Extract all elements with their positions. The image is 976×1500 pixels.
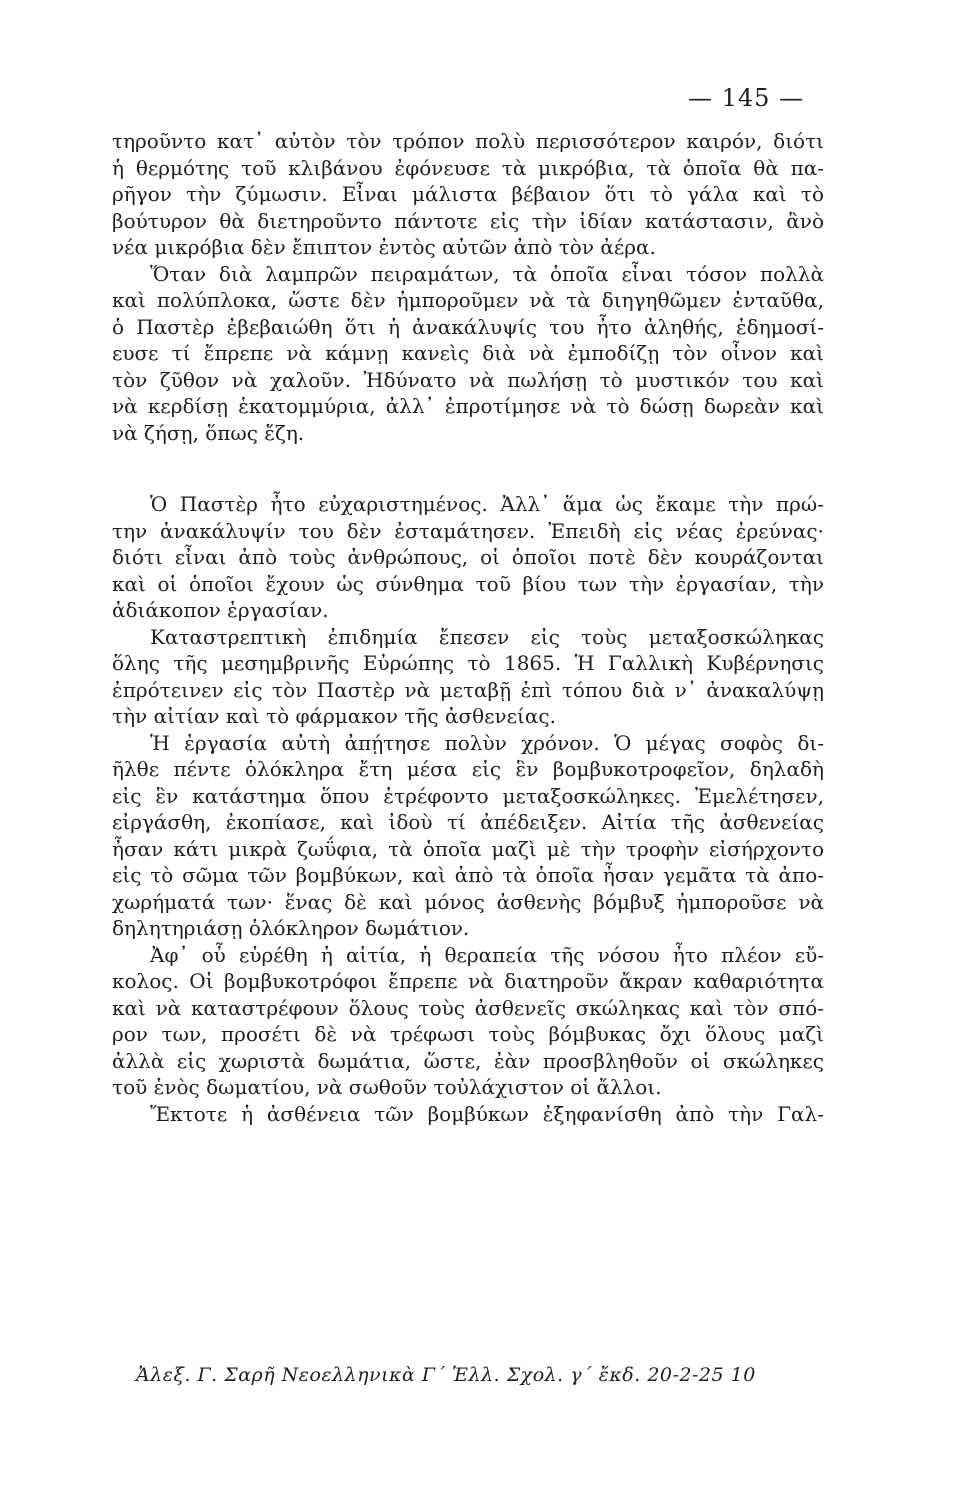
paragraph: [112, 491, 824, 624]
text-line: εἰς τὸ σῶμα τῶν βομβύκων, καὶ ἀπὸ τὰ ὁποῖα ἦσαν γεμᾶτα τὰ ἀπο-: [112, 863, 824, 887]
text-line: κολος. Οἱ βομβυκοτρόφοι ἔπρεπε νὰ διατηροῦν ἄκραν καθαριότητα: [112, 969, 824, 993]
text-line: εἰς ἓν κατάστημα ὅπου ἐτρέφοντο μεταξοσκώληκες. Ἐμελέτησεν,: [112, 783, 824, 808]
text-line: νέα μικρόβια δὲν ἔπιπτον ἐντὸς αὐτῶν ἀπὸ τὸν ἀέρα.: [112, 235, 656, 259]
text-line: ευσε τί ἔπρεπε νὰ κάμνῃ κανεὶς διὰ νὰ ἐμποδίζῃ τὸν οἶνον καὶ: [112, 341, 824, 365]
text-line: διότι εἶναι ἀπὸ τοὺς ἀνθρώπους, οἱ ὁποῖοι ποτὲ δὲν κουράζονται: [112, 545, 824, 569]
text-line: καὶ οἱ ὁποῖοι ἔχουν ὡς σύνθημα τοῦ βίου των τὴν ἐργασίαν, τὴν: [112, 571, 824, 596]
paragraph: [112, 128, 824, 261]
paragraph: [112, 1101, 824, 1128]
text-line: ὁ Παστὲρ ἐβεβαιώθη ὅτι ἡ ἀνακάλυψίς του ἦτο ἀληθής, ἐδημοσί-: [112, 314, 824, 339]
text-line: νὰ ζήσῃ, ὅπως ἔζη.: [112, 420, 305, 445]
text-line: Ἔκτοτε ἡ ἀσθένεια τῶν βομβύκων ἐξηφανίσθη ἀπὸ τὴν Γαλ-: [150, 1101, 824, 1126]
text-line: νὰ κερδίσῃ ἑκατομμύρια, ἀλλ᾽ ἐπροτίμησε νὰ τὸ δώσῃ δωρεὰν καὶ: [112, 394, 824, 418]
text-line: ρον των, προσέτι δὲ νὰ τρέφωσι τοὺς βόμβυκας ὄχι ὅλους μαζὶ: [112, 1022, 824, 1046]
text-line: Ὅταν διὰ λαμπρῶν πειραμάτων, τὰ ὁποῖα εἶναι τόσον πολλὰ: [150, 261, 824, 286]
text-line: ἦσαν κάτι μικρὰ ζωΰφια, τὰ ὁποῖα μαζὶ μὲ τὴν τροφὴν εἰσήρχοντο: [112, 836, 824, 861]
paragraph: [112, 942, 824, 1101]
paragraph-spacer: [112, 446, 824, 491]
text-line: ἡ θερμότης τοῦ κλιβάνου ἐφόνευσε τὰ μικρόβια, τὰ ὁποῖα θὰ πα-: [112, 155, 824, 180]
text-line: καὶ νὰ καταστρέφουν ὅλους τοὺς ἀσθενεῖς σκώληκας καὶ τὸν σπό-: [112, 995, 824, 1020]
text-line: ἀλλὰ εἰς χωριστὰ δωμάτια, ὥστε, ἐὰν προσβληθοῦν οἱ σκώληκες: [112, 1048, 824, 1073]
text-line: ῆλθε πέντε ὁλόκληρα ἔτη μέσα εἰς ἓν βομβυκοτροφεῖον, δηλαδὴ: [112, 757, 824, 781]
text-line: χωρήματά των· ἕνας δὲ καὶ μόνος ἀσθενὴς βόμβυξ ἠμποροῦσε νὰ: [112, 889, 824, 914]
text-line: Καταστρεπτικὴ ἐπιδημία ἔπεσεν εἰς τοὺς μεταξοσκώληκας: [150, 624, 824, 649]
text-line: Ἡ ἐργασία αὐτὴ ἀπῄτησε πολὺν χρόνον. Ὁ μέγας σοφὸς δι-: [150, 730, 824, 755]
printer-footer: Ἀλεξ. Γ. Σαρῆ Νεοελληνικὰ Γ´ Ἑλλ. Σχολ. γ´ ἔκδ. 20-2-25 10: [136, 1364, 756, 1386]
paragraph: [112, 261, 824, 447]
text-line: ἐπρότεινεν εἰς τὸν Παστὲρ νὰ μεταβῇ ἐπὶ τόπου διὰ ν᾽ ἀνακαλύψῃ: [112, 677, 824, 702]
text-line: τοῦ ἑνὸς δωματίου, νὰ σωθοῦν τοὐλάχιστον οἱ ἄλλοι.: [112, 1075, 662, 1099]
text-line: τὸν ζῦθον νὰ χαλοῦν. Ἠδύνατο νὰ πωλήσῃ τὸ μυστικόν του καὶ: [112, 367, 824, 392]
text-line: Ἀφ᾽ οὗ εὑρέθη ἡ αἰτία, ἡ θεραπεία τῆς νόσου ἦτο πλέον εὔ-: [150, 942, 824, 967]
paragraph: [112, 624, 824, 730]
text-line: ὅλης τῆς μεσημβρινῆς Εὐρώπης τὸ 1865. Ἡ Γαλλικὴ Κυβέρνησις: [112, 651, 824, 675]
body-text: [112, 128, 824, 1127]
page-number: — 145 —: [688, 84, 805, 112]
text-line: δηλητηριάσῃ ὁλόκληρον δωμάτιον.: [112, 916, 470, 940]
text-line: Ὁ Παστὲρ ἦτο εὐχαριστημένος. Ἀλλ᾽ ἅμα ὡς ἔκαμε τὴν πρώ-: [150, 492, 824, 516]
text-line: καὶ πολύπλοκα, ὥστε δὲν ἠμποροῦμεν νὰ τὰ διηγηθῶμεν ἐνταῦθα,: [112, 288, 824, 312]
text-line: τὴν αἰτίαν καὶ τὸ φάρμακον τῆς ἀσθενείας.: [112, 704, 556, 728]
text-line: τηροῦντο κατ᾽ αὐτὸν τὸν τρόπον πολὺ περισσότερον καιρόν, διότι: [112, 129, 824, 153]
text-line: ρῆγον τὴν ζύμωσιν. Εἶναι μάλιστα βέβαιον ὅτι τὸ γάλα καὶ τὸ: [112, 182, 824, 206]
text-line: ἀδιάκοπον ἐργασίαν.: [112, 598, 329, 622]
text-line: την ἀνακάλυψίν του δὲν ἐσταμάτησεν. Ἐπειδὴ εἰς νέας ἐρεύνας·: [112, 518, 824, 543]
text-line: βούτυρον θὰ διετηροῦντο πάντοτε εἰς τὴν ἰδίαν κατάστασιν, ἂνὸ: [112, 208, 824, 233]
text-line: εἰργάσθη, ἐκοπίασε, καὶ ἰδοὺ τί ἀπέδειξεν. Αἰτία τῆς ἀσθενείας: [112, 810, 824, 834]
paragraph: [112, 730, 824, 942]
